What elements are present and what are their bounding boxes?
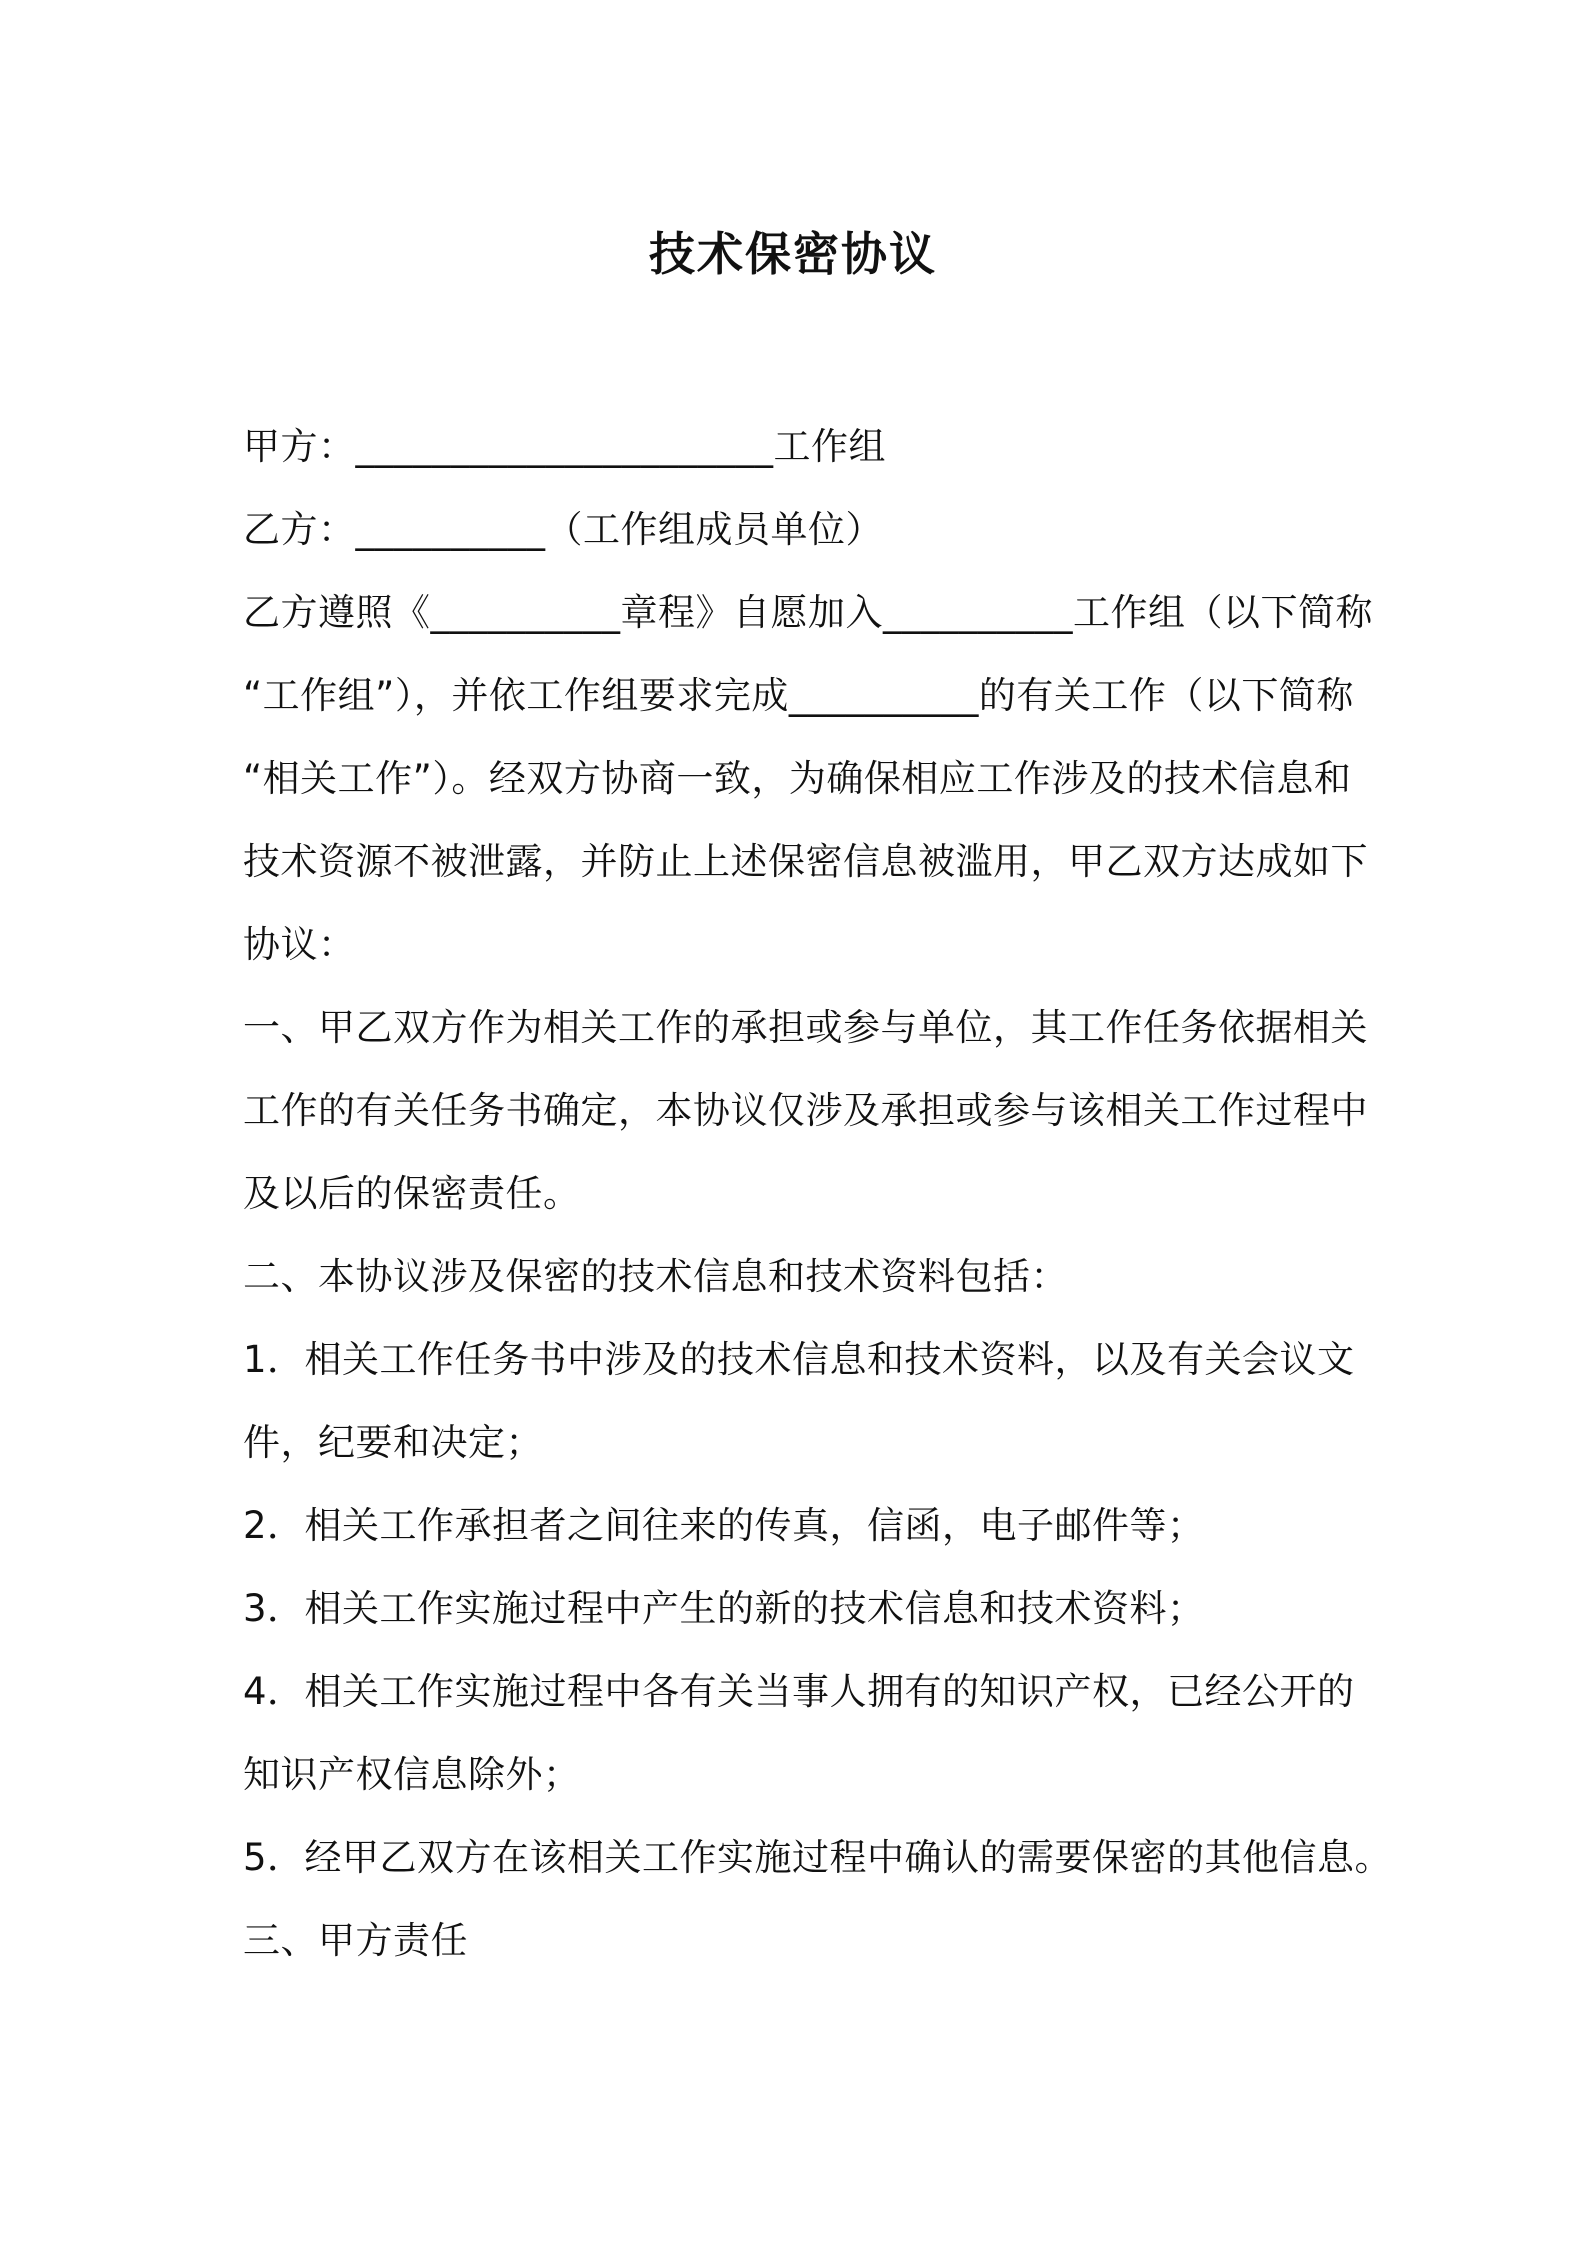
party-b-line: 乙方：__________（工作组成员单位） — [243, 508, 883, 551]
item-4-line-1: 4．相关工作实施过程中各有关当事人拥有的知识产权，已经公开的 — [243, 1670, 1355, 1713]
preamble-line-2: “工作组”），并依工作组要求完成__________的有关工作（以下简称 — [243, 674, 1354, 717]
preamble-line-1: 乙方遵照《__________章程》自愿加入__________工作组（以下简称 — [243, 591, 1373, 634]
clause-one-line-2: 工作的有关任务书确定，本协议仅涉及承担或参与该相关工作过程中 — [243, 1089, 1368, 1132]
preamble-line-3: “相关工作”）。经双方协商一致，为确保相应工作涉及的技术信息和 — [243, 757, 1352, 800]
item-4-line-2: 知识产权信息除外； — [243, 1753, 581, 1796]
party-a-line: 甲方：______________________工作组 — [243, 425, 886, 468]
item-3: 3．相关工作实施过程中产生的新的技术信息和技术资料； — [243, 1587, 1205, 1630]
item-1-line-1: 1．相关工作任务书中涉及的技术信息和技术资料，以及有关会议文 — [243, 1338, 1355, 1381]
preamble-line-4: 技术资源不被泄露，并防止上述保密信息被滥用，甲乙双方达成如下 — [243, 840, 1368, 883]
item-5: 5．经甲乙双方在该相关工作实施过程中确认的需要保密的其他信息。 — [243, 1836, 1393, 1879]
clause-one-line-1: 一、甲乙双方作为相关工作的承担或参与单位，其工作任务依据相关 — [243, 1006, 1368, 1049]
item-1-line-2: 件，纪要和决定； — [243, 1421, 543, 1464]
clause-three-heading: 三、甲方责任 — [243, 1919, 468, 1962]
document-title: 技术保密协议 — [649, 227, 937, 281]
clause-two-heading: 二、本协议涉及保密的技术信息和技术资料包括： — [243, 1255, 1068, 1298]
document-body — [243, 405, 1393, 1982]
item-2: 2．相关工作承担者之间往来的传真，信函，电子邮件等； — [243, 1504, 1205, 1547]
preamble-line-5: 协议： — [243, 923, 356, 966]
clause-one-line-3: 及以后的保密责任。 — [243, 1172, 581, 1215]
